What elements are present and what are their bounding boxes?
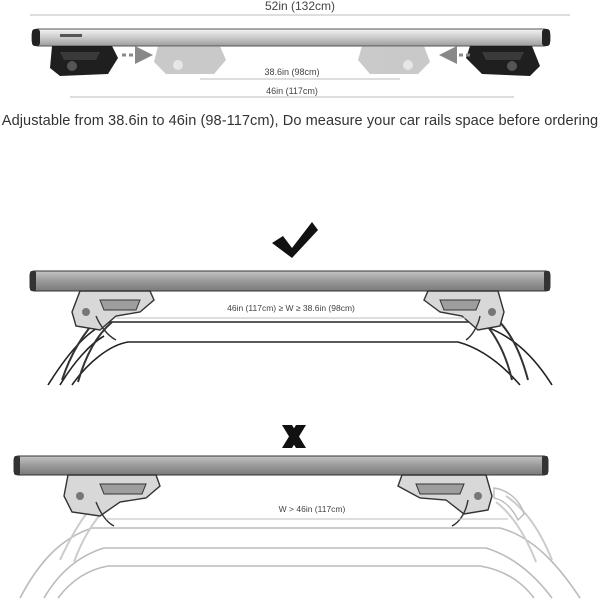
foot-right-ghost bbox=[358, 46, 430, 74]
total-length-label: 52in (132cm) bbox=[264, 0, 336, 13]
min-width-label: 38.6in (98cm) bbox=[264, 67, 320, 77]
check-mark-icon bbox=[272, 222, 318, 258]
incorrect-fit-figure bbox=[14, 425, 580, 598]
foot-left-2 bbox=[64, 475, 160, 526]
sizing-instruction-caption: Adjustable from 38.6in to 46in (98-117cm), Do measure your car rails space before ordering bbox=[1, 113, 599, 129]
foot-right-black bbox=[466, 46, 540, 76]
incorrect-width-label: W > 46in (117cm) bbox=[278, 504, 346, 514]
bar-end-cap-left-1 bbox=[30, 271, 36, 291]
correct-fit-figure bbox=[30, 222, 552, 385]
x-mark-icon bbox=[282, 425, 306, 448]
car-roof-outline-2 bbox=[20, 528, 580, 598]
crossbar-silver bbox=[32, 29, 550, 46]
foot-right-2 bbox=[398, 475, 492, 526]
bar-end-cap-right-2 bbox=[542, 456, 548, 475]
crossbar-gray-1 bbox=[30, 271, 550, 291]
bar-end-cap-right bbox=[542, 29, 550, 46]
brand-logo bbox=[60, 34, 82, 37]
foot-left-1 bbox=[72, 291, 154, 340]
correct-width-label: 46in (117cm) ≥ W ≥ 38.6in (98cm) bbox=[227, 303, 355, 313]
bar-end-cap-left-2 bbox=[14, 456, 20, 475]
top-figure bbox=[30, 0, 570, 97]
bar-end-cap-left bbox=[32, 29, 40, 46]
max-width-label: 46in (117cm) bbox=[266, 86, 318, 96]
foot-left-ghost bbox=[154, 46, 226, 74]
foot-left-black bbox=[50, 46, 118, 76]
crossbar-gray-2 bbox=[14, 456, 548, 475]
bar-end-cap-right-1 bbox=[544, 271, 550, 291]
roof-rails-1 bbox=[62, 316, 528, 382]
car-roof-outline-1 bbox=[48, 322, 552, 385]
